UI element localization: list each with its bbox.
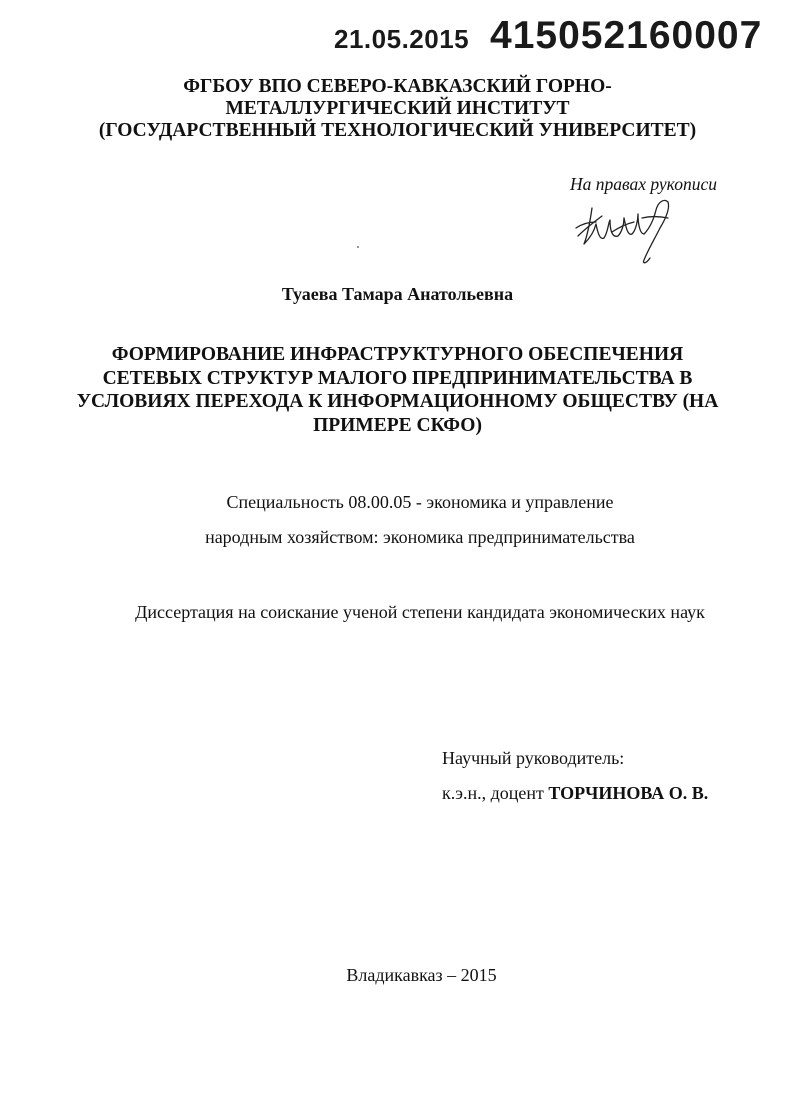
supervisor-line <box>442 783 708 804</box>
stamp-number: 415052160007 <box>490 14 763 57</box>
city-year: Владикавказ – 2015 <box>346 965 497 985</box>
stamp-date: 21.05.2015 <box>334 24 470 54</box>
title-line: ФОРМИРОВАНИЕ ИНФРАСТРУКТУРНОГО ОБЕСПЕЧЕНИЯ <box>111 344 684 365</box>
manuscript-note: На правах рукописи <box>570 174 717 194</box>
institution-line: МЕТАЛЛУРГИЧЕСКИЙ ИНСТИТУТ <box>225 98 570 119</box>
institution-line: ФГБОУ ВПО СЕВЕРО-КАВКАЗСКИЙ ГОРНО- <box>183 76 612 97</box>
institution-line: (ГОСУДАРСТВЕННЫЙ ТЕХНОЛОГИЧЕСКИЙ УНИВЕРСИТЕТ) <box>98 120 697 141</box>
specialty-line-2: народным хозяйством: экономика предпринимательства <box>205 527 635 547</box>
dissertation-title <box>0 343 795 437</box>
supervisor-label: Научный руководитель: <box>442 748 625 768</box>
title-line: УСЛОВИЯХ ПЕРЕХОДА К ИНФОРМАЦИОННОМУ ОБЩЕСТВУ (НА <box>76 391 719 412</box>
signature-icon <box>572 188 692 268</box>
specialty-line-1: Специальность 08.00.05 - экономика и управление <box>226 492 614 512</box>
degree-statement: Диссертация на соискание ученой степени кандидата экономических наук <box>135 602 705 622</box>
scan-dot <box>357 246 359 248</box>
title-line: ПРИМЕРЕ СКФО) <box>313 414 482 436</box>
supervisor-rank: к.э.н., доцент <box>442 783 549 803</box>
supervisor-name: ТОРЧИНОВА О. В. <box>548 783 709 803</box>
title-line: СЕТЕВЫХ СТРУКТУР МАЛОГО ПРЕДПРИНИМАТЕЛЬСТВА В <box>102 367 693 389</box>
institution-header <box>0 76 795 142</box>
author-name: Туаева Тамара Анатольевна <box>281 284 514 304</box>
